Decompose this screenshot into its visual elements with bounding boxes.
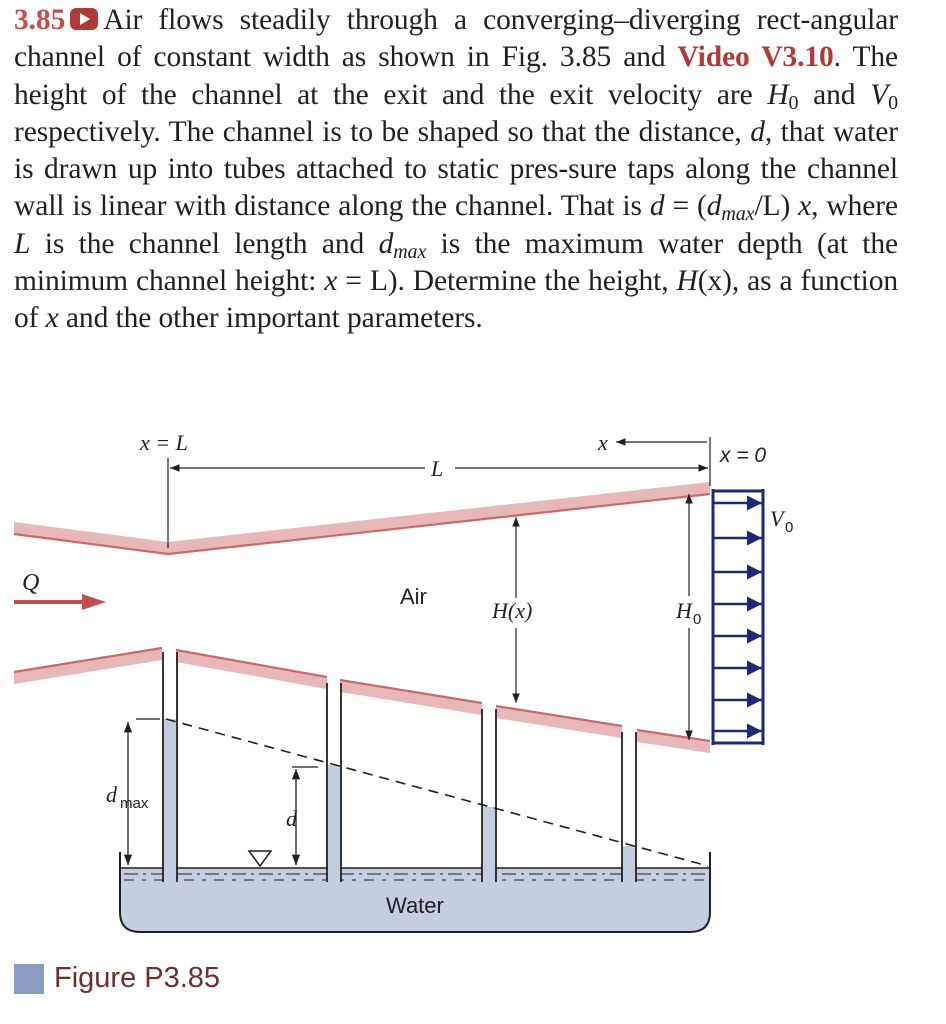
pressure-tube-2: [327, 683, 341, 882]
label-V0: V: [770, 506, 784, 531]
problem-number: 3.85: [14, 4, 66, 36]
label-water: Water: [386, 893, 444, 918]
label-H0: H: [676, 598, 692, 623]
linear-depth-line: [166, 719, 708, 866]
caption-marker-icon: [14, 964, 44, 994]
pressure-tube-4: [622, 732, 636, 882]
problem-statement: 3.85 Air flows steadily through a converging–diverging rect-angular channel of constant width as shown in Fig. 3.85 and Video V3.10. The height of the channel at the exit and the exit velocity are $H_0$ and $V_0$ respectively. The channel is to be shaped so that the distance, d, that water is drawn up into tubes attached to static pres-sure taps along the channel wall is linear with distance along the channel. That is $d = (d_{max}/L)$ x, where L is the channel length and $d_{max}$ is the maximum water depth (at the minimum channel height: x = L). Determine the height, H(x), as a function of x and the other important parameters.: [14, 4, 899, 335]
exit-velocity-profile: [713, 489, 763, 745]
lower-channel-wall: [14, 648, 710, 753]
flow-rate-arrow: [14, 594, 106, 610]
label-V0-sub: 0: [785, 519, 794, 536]
video-link[interactable]: Video V3.10: [677, 41, 834, 74]
label-dmax-sub: max: [120, 795, 149, 812]
pressure-tube-3: [482, 709, 496, 882]
figure-caption: [14, 962, 220, 995]
free-surface-icon: [249, 851, 271, 866]
caption-text: Figure P3.85: [54, 962, 221, 994]
label-Q: Q: [22, 570, 40, 596]
label-d: d: [286, 806, 297, 831]
pressure-tube-1: [163, 652, 177, 882]
label-L: L: [431, 456, 444, 481]
label-H0-sub: 0: [693, 611, 702, 628]
upper-channel-wall: [14, 482, 710, 554]
label-x-eq-L: x = L: [140, 430, 188, 455]
label-x: x: [598, 430, 608, 455]
label-dmax: d: [106, 782, 117, 807]
label-x-eq-0: x = 0: [720, 444, 767, 467]
label-air: Air: [400, 584, 427, 609]
label-Hx: H(x): [492, 598, 533, 623]
